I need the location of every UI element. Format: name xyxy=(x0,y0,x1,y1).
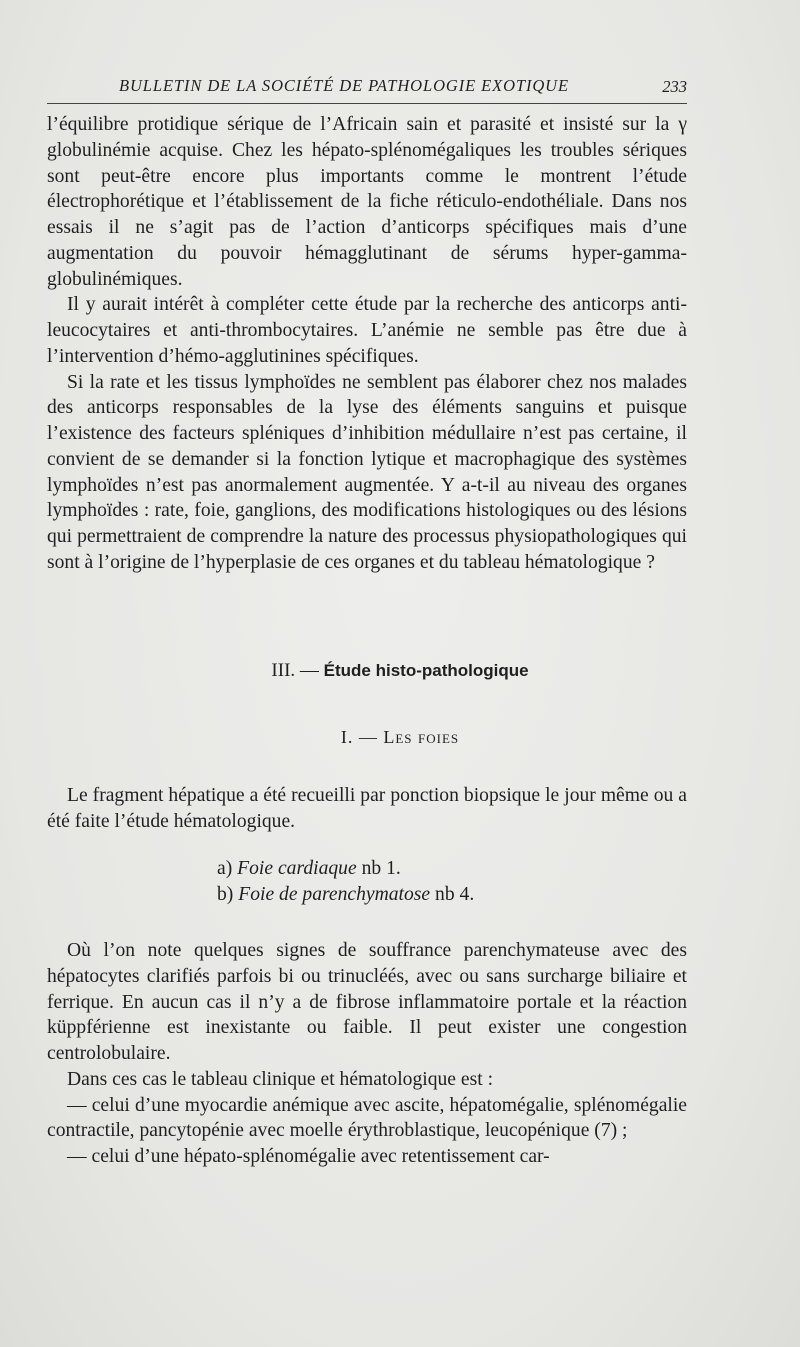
body-text-top xyxy=(47,112,687,576)
list-term: Foie cardiaque xyxy=(237,858,357,879)
section-number: III. — xyxy=(271,660,319,681)
list-item xyxy=(217,882,474,908)
page-header xyxy=(47,72,687,104)
list-marker: a) xyxy=(217,858,233,879)
list-count: nb 1. xyxy=(361,858,401,879)
body-text-intro xyxy=(47,783,687,835)
page-number: 233 xyxy=(662,77,687,96)
case-list xyxy=(217,856,474,908)
paragraph: — celui d’une hépato-splénomégalie avec retentissement car- xyxy=(67,1146,550,1167)
paragraph-continuation: l’équilibre protidique sérique de l’Africain sain et parasité et insisté sur la γ globulinémie acquise. Chez les hépato-splénomégaliques les troubles sériques sont peut-être encore plus importants comme le montrent l’étude électrophorétique et l’établissement de la fiche réticulo-endothéliale. Dans nos essais il ne s’agit pas de l’action d’anticorps spécifiques mais d’une augmentation du pouvoir hémagglutinant de sérums hyper-gamma-globulinémiques. xyxy=(47,114,687,290)
paragraph: — celui d’une myocardie anémique avec ascite, hépatomégalie, splénomégalie contractile, pancytopénie avec moelle érythroblastique, leucopénique (7) ; xyxy=(47,1094,687,1142)
list-term: Foie de parenchymatose xyxy=(238,883,431,905)
paragraph: Où l’on note quelques signes de souffrance parenchymateuse avec des hépatocytes clarifiés parfois bi ou trinucléés, avec ou sans surcharge biliaire et ferrique. En aucun cas il n’y a de fibrose inflammatoire portale et la réaction küppférienne est inexistante ou faible. Il peut exister une congestion centrolobulaire. xyxy=(47,940,687,1064)
paragraph: Il y aurait intérêt à compléter cette étude par la recherche des anticorps anti-leucocytaires et anti-thrombocytaires. L’anémie ne semble pas être due à l’intervention d’hémo-agglutinines spécifiques. xyxy=(47,294,687,367)
paragraph: Si la rate et les tissus lymphoïdes ne semblent pas élaborer chez nos malades des anticorps responsables de la lyse des éléments sanguins et puisque l’existence des facteurs spléniques d’inhibition médullaire n’est pas certaine, il convient de se demander si la fonction lytique et macrophagique des systèmes lymphoïdes n’est pas anormalement augmentée. Y a-t-il au niveau des organes lymphoïdes : rate, foie, ganglions, des modifications histologiques ou des lésions qui permettraient de comprendre la nature des processus physiopathologiques qui sont à l’origine de l’hyperplasie de ces organes et du tableau hématologique ? xyxy=(47,371,687,573)
list-item xyxy=(217,856,474,882)
section-heading xyxy=(0,660,800,682)
list-marker: b) xyxy=(217,883,234,905)
paragraph: Dans ces cas le tableau clinique et hématologique est : xyxy=(67,1068,494,1090)
section-label: Étude histo-pathologique xyxy=(323,661,529,680)
subsection-heading xyxy=(0,727,800,748)
list-count: nb 4. xyxy=(435,883,475,905)
paragraph: Le fragment hépatique a été recueilli par ponction biopsique le jour même ou a été faite l’étude hématologique. xyxy=(47,785,687,832)
body-text-bottom xyxy=(47,938,687,1170)
subsection-label: Les foies xyxy=(383,727,460,747)
subsection-number: I. — xyxy=(340,727,378,747)
running-title: BULLETIN DE LA SOCIÉTÉ DE PATHOLOGIE EXOTIQUE xyxy=(119,76,569,95)
header-rule xyxy=(47,103,687,104)
